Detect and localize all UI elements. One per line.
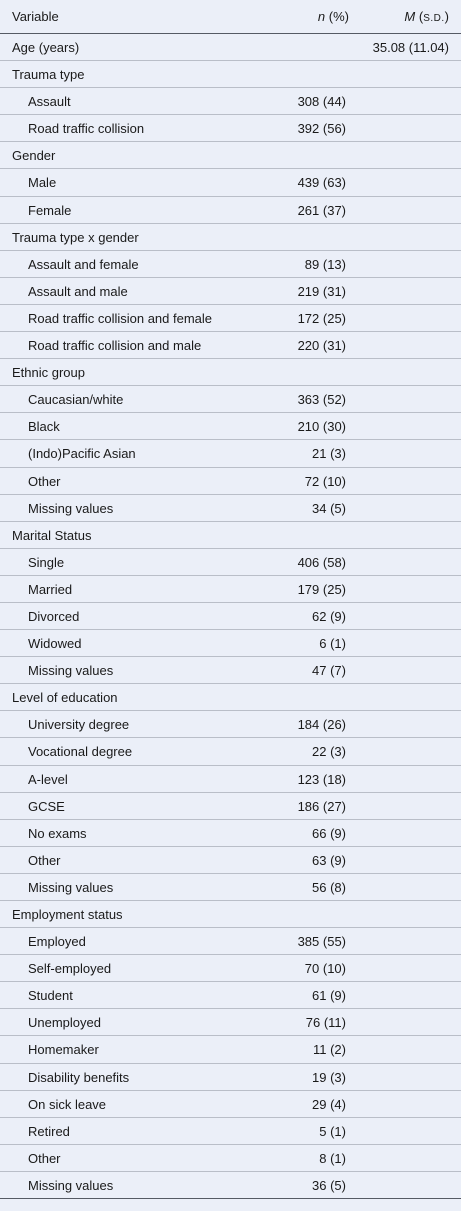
row-n-percent: 6 (1) [319, 636, 346, 652]
row-label: Divorced [28, 608, 80, 624]
row-n-percent: 34 (5) [312, 500, 346, 516]
row-n-percent: 220 (31) [297, 338, 346, 354]
row-label: (Indo)Pacific Asian [28, 446, 136, 462]
table-group-row [0, 522, 461, 549]
table-row [0, 657, 461, 684]
row-label: Employment status [12, 907, 123, 922]
table-row [0, 1118, 461, 1145]
row-label: Road traffic collision and female [28, 310, 213, 326]
row-n-percent: 186 (27) [297, 798, 346, 814]
table-row [0, 386, 461, 413]
row-label: Assault and male [28, 283, 128, 299]
row-n-percent: 56 (8) [312, 879, 346, 895]
table-group-row [0, 61, 461, 88]
row-n-percent: 5 (1) [319, 1123, 346, 1139]
row-n-percent: 63 (9) [312, 852, 346, 868]
row-n-percent: 36 (5) [312, 1177, 346, 1193]
table-row [0, 468, 461, 495]
table-row [0, 169, 461, 196]
row-label: Vocational degree [28, 744, 133, 760]
table-row [0, 847, 461, 874]
table-row [0, 495, 461, 522]
header-n-suffix: (%) [325, 9, 349, 24]
row-n-percent: 61 (9) [312, 988, 346, 1004]
table-row [0, 1064, 461, 1091]
row-n-percent: 179 (25) [297, 581, 346, 597]
row-label: Other [28, 852, 61, 868]
table-row [0, 413, 461, 440]
table-group-row [0, 224, 461, 251]
table-row [0, 738, 461, 765]
row-label: Missing values [28, 500, 114, 516]
row-n-percent: 76 (11) [305, 1015, 346, 1031]
row-n-percent: 439 (63) [297, 175, 346, 191]
row-label: GCSE [28, 798, 65, 814]
row-n-percent: 62 (9) [312, 608, 346, 624]
table-row [0, 1009, 461, 1036]
table-row [0, 820, 461, 847]
header-n-symbol: n [317, 9, 326, 24]
row-label: Marital Status [12, 527, 92, 543]
table-row [0, 928, 461, 955]
table-row [0, 1145, 461, 1172]
row-label: Widowed [28, 636, 82, 652]
table-row [0, 955, 461, 982]
table-group-row [0, 359, 461, 386]
row-label: Disability benefits [28, 1069, 130, 1085]
row-label: Unemployed [28, 1015, 101, 1031]
row-n-percent: 70 (10) [304, 961, 346, 977]
table-row [0, 88, 461, 115]
table-body [0, 34, 461, 1199]
row-label: Road traffic collision [28, 121, 145, 137]
table-row [0, 1172, 461, 1199]
row-n-percent: 21 (3) [312, 446, 346, 462]
table-group-row [0, 684, 461, 711]
row-label: Level of education [12, 690, 118, 706]
row-label: Age (years) [12, 40, 80, 55]
row-label: Homemaker [28, 1042, 99, 1058]
row-label: Caucasian/white [28, 392, 124, 408]
table-row [0, 1036, 461, 1063]
row-label: Female [28, 202, 72, 218]
row-label: Student [28, 988, 73, 1004]
row-label: Road traffic collision and male [28, 338, 202, 354]
table-row [0, 197, 461, 224]
table-row [0, 305, 461, 332]
table-row [0, 332, 461, 359]
row-label: On sick leave [28, 1096, 107, 1112]
table-row [0, 440, 461, 467]
row-n-percent: 29 (4) [312, 1096, 346, 1112]
row-n-percent: 363 (52) [297, 392, 346, 408]
row-n-percent: 308 (44) [297, 94, 346, 110]
row-label: Single [28, 554, 65, 570]
row-label: Missing values [28, 1177, 114, 1193]
table-row [0, 576, 461, 603]
header-sd-label: S.D. [423, 13, 445, 24]
row-label: Other [28, 473, 61, 489]
header-m-symbol: M [404, 9, 416, 24]
table-row [0, 251, 461, 278]
table-group-row [0, 142, 461, 169]
table-row [0, 115, 461, 142]
row-n-percent: 210 (30) [297, 419, 346, 435]
row-label: Married [28, 581, 73, 597]
row-n-percent: 123 (18) [297, 771, 346, 787]
table-row [0, 549, 461, 576]
row-label: Assault [28, 94, 71, 110]
row-n-percent: 89 (13) [304, 256, 346, 272]
row-n-percent: 184 (26) [297, 717, 346, 733]
table-row [0, 630, 461, 657]
row-label: Gender [12, 148, 56, 164]
table-row [0, 874, 461, 901]
table-row [0, 278, 461, 305]
header-mean-sd: M (S.D.) [404, 9, 449, 24]
row-label: Other [28, 1150, 61, 1166]
row-n-percent: 392 (56) [297, 121, 346, 137]
row-label: Ethnic group [12, 365, 85, 381]
row-label: Missing values [28, 663, 114, 679]
table-row [0, 766, 461, 793]
table-row [0, 603, 461, 630]
row-label: Assault and female [28, 256, 139, 272]
row-n-percent: 219 (31) [297, 283, 346, 299]
row-n-percent: 8 (1) [319, 1150, 346, 1166]
row-label: Trauma type x gender [12, 229, 139, 245]
row-label: University degree [28, 717, 130, 733]
row-n-percent: 66 (9) [312, 825, 346, 841]
row-n-percent: 385 (55) [297, 934, 346, 950]
row-n-percent: 11 (2) [313, 1042, 346, 1058]
row-label: Employed [28, 934, 86, 950]
table-row [0, 711, 461, 738]
row-label: Missing values [28, 879, 114, 895]
row-label: Retired [28, 1123, 70, 1139]
row-label: No exams [28, 825, 87, 841]
table-row [0, 1091, 461, 1118]
header-variable: Variable [12, 9, 59, 24]
table-header-row [0, 0, 461, 34]
row-n-percent: 406 (58) [297, 554, 346, 570]
row-n-percent: 261 (37) [297, 202, 346, 218]
table-group-row [0, 901, 461, 928]
row-mean-sd: 35.08 (11.04) [372, 40, 449, 55]
table-row [0, 793, 461, 820]
table-row [0, 982, 461, 1009]
row-n-percent: 172 (25) [297, 310, 346, 326]
row-label: Black [28, 419, 60, 435]
table-group-row [0, 34, 461, 61]
row-label: Self-employed [28, 961, 112, 977]
row-label: Male [28, 175, 57, 191]
row-n-percent: 72 (10) [304, 473, 346, 489]
row-n-percent: 22 (3) [312, 744, 346, 760]
row-label: A-level [28, 771, 68, 787]
row-n-percent: 19 (3) [312, 1069, 346, 1085]
row-label: Trauma type [12, 67, 85, 83]
row-n-percent: 47 (7) [312, 663, 346, 679]
header-n-percent [318, 0, 349, 34]
